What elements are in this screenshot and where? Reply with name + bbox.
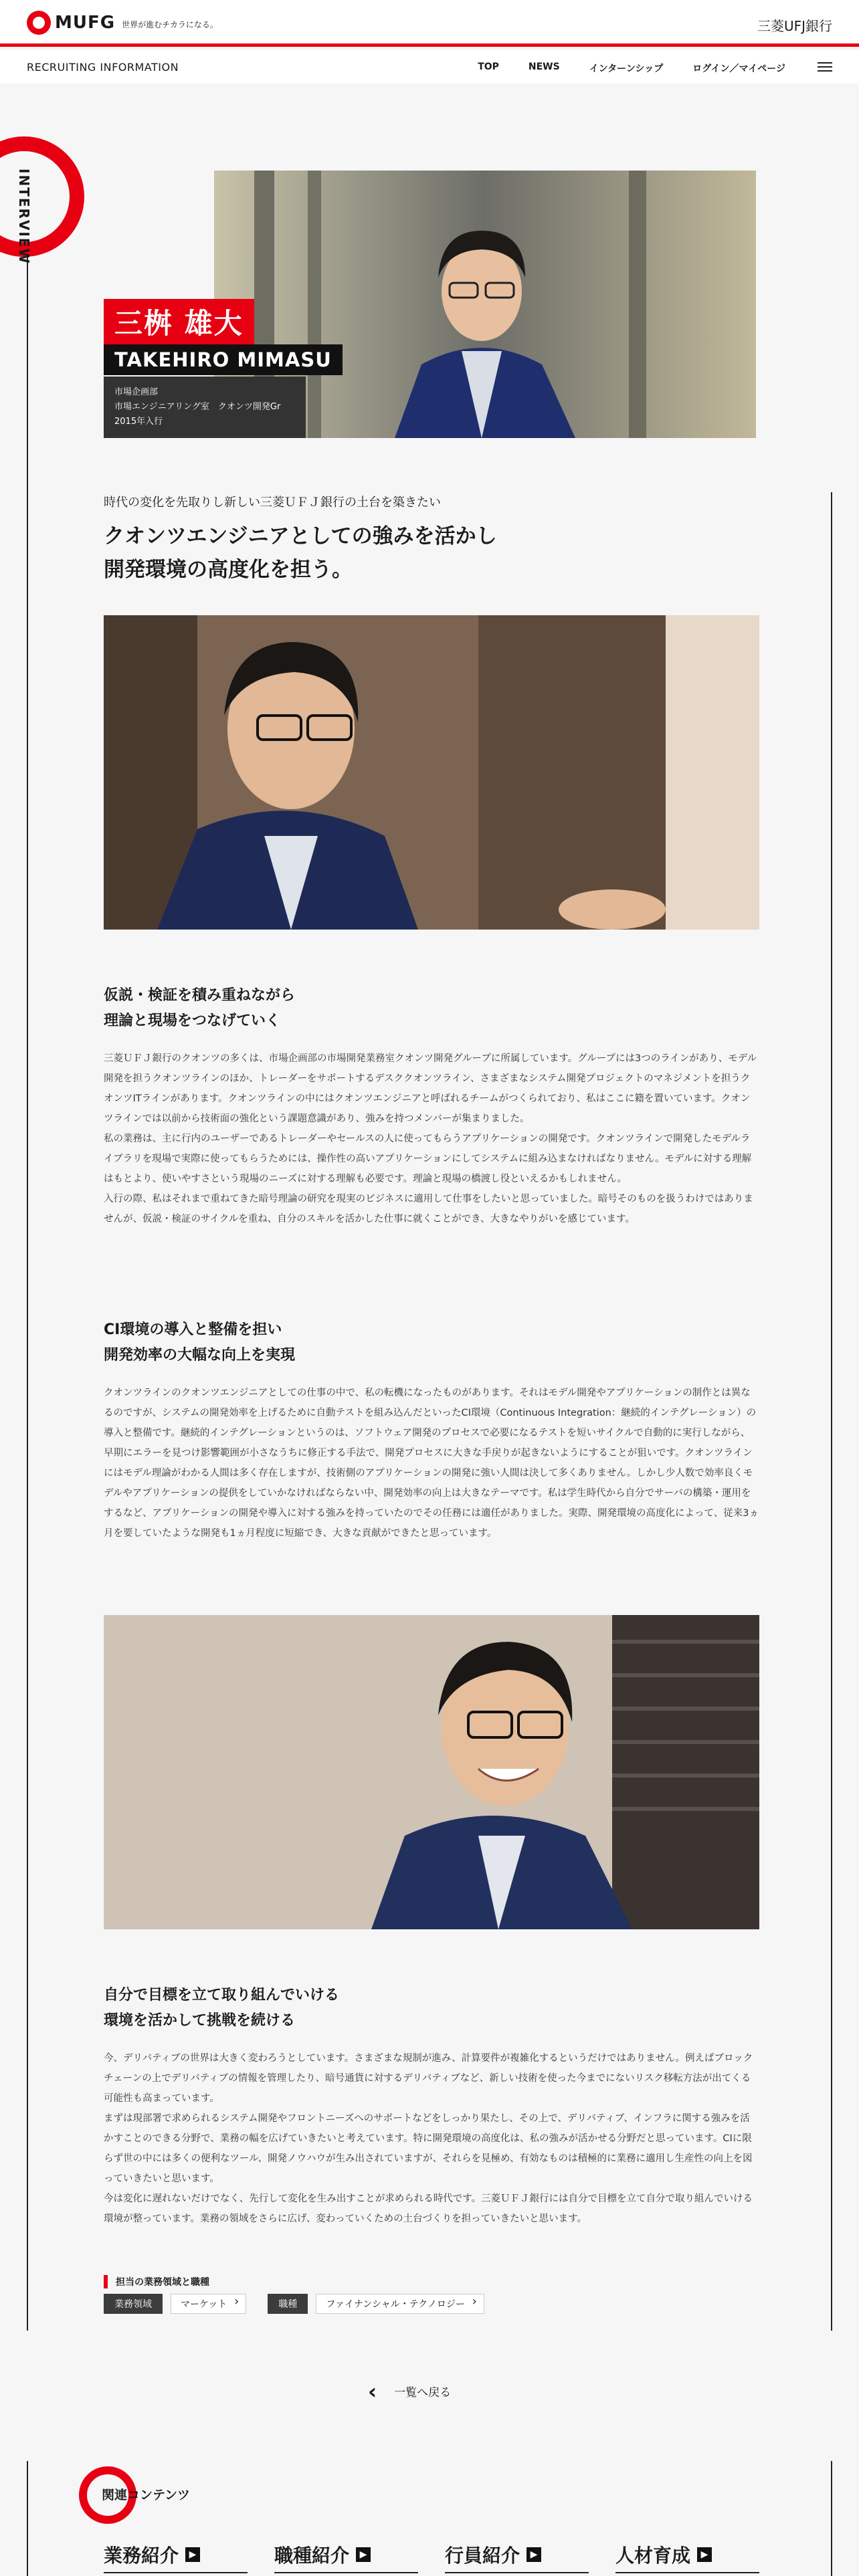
business-area-link[interactable]: マーケット › [171,2294,246,2314]
related-card-label: 行員紹介 [445,2545,520,2567]
section-heading-line: 自分で目標を立て取り組んでいける [104,1987,340,2004]
section-heading [104,1983,759,2034]
person-name-jp: 三桝 雄大 [104,299,254,344]
hamburger-menu-icon[interactable] [818,62,832,72]
section-heading-line: CI環境の導入と整備を担い [104,1321,282,1338]
related-cards [104,2541,759,2573]
duties-tags [104,2294,484,2314]
logo-text: MUFG [55,13,116,33]
related-card-label: 職種紹介 [274,2545,350,2567]
headline-line: 開発環境の高度化を担う。 [104,558,353,582]
nav-item-top[interactable]: TOP [478,62,499,72]
bank-name[interactable]: 三菱UFJ銀行 [757,18,832,34]
back-to-list-link[interactable] [368,2378,452,2404]
department-info [104,377,306,438]
duties-title: 担当の業務領域と職種 [104,2275,209,2288]
arrow-right-icon: ▶ [356,2547,371,2562]
section-heading-line: 理論と現場をつなげていく [104,1012,281,1029]
right-vertical-line [831,492,832,2331]
section-paragraph: 私の業務は、主に行内のユーザーであるトレーダーやセールスの人に使ってもらうアプリケーションの開発です。クオンツラインで開発したモデルライブラリを現場で実際に使ってもらうためには、操作性の高いアプリケーションにしてシステムに組み込まなければなりません。モデルに対する理解はもとより、使いやすさという現場のニーズに対する理解も必要です。理論と現場の橋渡し役といえるかもしれません。 [104,1134,752,1184]
section-paragraph: 今は変化に遅れないだけでなく、先行して変化を生み出すことが求められる時代です。三菱ＵＦＪ銀行には自分で目標を立て自分で取り組んでいける環境が整っています。業務の領域をさらに広げ、変わっていくための土台づくりを担っていきたいと思います。 [104,2193,753,2224]
section-paragraph: 入行の際、私はそれまで重ねてきた暗号理論の研究を現実のビジネスに適用して仕事をしたいと思っていました。暗号そのものを扱うわけではありませんが、仮説・検証のサイクルを重ね、自分のスキルを活かした仕事に就くことができ、大きなやりがいを感じています。 [104,1194,753,1224]
article-section-1 [104,983,759,1229]
headline-line: クオンツエンジニアとしての強みを活かし [104,524,497,548]
left-vertical-line [27,227,28,2331]
job-type-label: 職種 [268,2294,308,2314]
section-heading-line: 開発効率の大幅な向上を実現 [104,1347,296,1364]
nav-item-internship[interactable]: インターンシップ [589,64,664,74]
interview-badge-label: INTERVIEW [16,169,32,265]
related-card-label: 人材育成 [615,2545,691,2567]
lead-text: 時代の変化を先取りし新しい三菱ＵＦＪ銀行の土台を築きたい [104,496,441,510]
nav-item-news[interactable]: NEWS [528,62,560,72]
arrow-right-icon: ▶ [185,2547,200,2562]
section-paragraph: まずは現部署で求められるシステム開発やフロントニーズへのサポートなどをしっかり果たし、その上で、デリバティブ、インフラに関する強みを活かすことのできる分野で、業務の幅を広げていきたいと考えています。特に開発環境の高度化は、私の強みが活かせる分野だと思っています。CIに限らず世の中には多くの便利なツール、開発ノウハウが生み出されていますが、それらを見極め、有効なものは積極的に業務に適用し生産性の向上を図っていきたいと思います。 [104,2113,753,2184]
dept-line: 2015年入行 [114,417,163,427]
chevron-left-icon: ‹ [368,2378,377,2404]
interview-photo-2 [104,1615,759,1929]
related-card-staff[interactable] [445,2541,589,2573]
article-section-2 [104,1317,759,1543]
back-to-list-label: 一覧へ戻る [394,2386,452,2399]
dept-line: 市場企画部 [114,387,159,397]
related-card-training[interactable] [615,2541,759,2573]
article-section-3 [104,1983,759,2229]
navbar [0,50,859,84]
mufg-logo-icon [27,11,51,35]
person-name-en: TAKEHIRO MIMASU [104,344,343,375]
headline [104,520,497,586]
arrow-right-icon: ▶ [527,2547,541,2562]
dept-line: 市場エンジニアリング室 クオンツ開発Gr [114,402,281,412]
left-vertical-line-footer [27,2461,28,2576]
site-label[interactable]: RECRUITING INFORMATION [27,61,179,74]
related-card-business[interactable] [104,2541,248,2573]
section-paragraph: 三菱ＵＦＪ銀行のクオンツの多くは、市場企画部の市場開発業務室クオンツ開発グループに所属しています。グループには3つのラインがあり、モデル開発を担うクオンツラインのほか、トレーダーをサポートするデスククオンツライン、さまざまなシステム開発プロジェクトのマネジメントを担うクオンツITラインがあります。クオンツラインの中にはクオンツエンジニアと呼ばれるチームがつくられており、私はここに籍を置いています。クオンツラインでは以前から技術面の強化という課題意識があり、強みを持つメンバーが集まりました。 [104,1053,757,1124]
section-heading [104,983,759,1034]
related-card-label: 業務紹介 [104,2545,179,2567]
section-heading-line: 環境を活かして挑戦を続ける [104,2012,296,2029]
job-type-link[interactable]: ファイナンシャル・テクノロジー › [316,2294,484,2314]
nav-item-login[interactable]: ログイン／マイページ [692,64,785,74]
related-card-jobs[interactable] [274,2541,418,2573]
interview-photo-1 [104,615,759,930]
related-title: 関連コンテンツ [102,2488,191,2502]
top-header [0,0,859,47]
section-heading [104,1317,759,1368]
main-nav [478,62,785,75]
section-paragraph: 今、デリバティブの世界は大きく変わろうとしています。さまざまな規制が進み、計算要件が複雑化するというだけではありません。例えばブロックチェーンの上でデリバティブの情報を管理したり、暗号通貨に対するデリバティブなど、新しい技術を使った今までにないリスク移転方法が出てくる可能性も高まっています。 [104,2053,753,2104]
section-paragraph: クオンツラインのクオンツエンジニアとしての仕事の中で、私の転機になったものがあります。それはモデル開発やアプリケーションの制作とは異なるのですが、システムの開発効率を上げるために自動テストを組み込んだといったCI環境（Continuous Integration：継続的インテグレーション）の導入と整備です。継続的インテグレーションというのは、ソフトウェア開発のプロセスで必要になるテストを短いサイクルで自動的に実行しながら、早期にエラーを見つけ影響範囲が小さなうちに修正する手法で、開発プロセスに大きな手戻りが起きないようにすることが狙いです。クオンツラインにはモデル理論がわかる人間は多く存在しますが、技術側のアプリケーションの開発に強い人間は決して多くありません。しかし少人数で効率良くモデルやアプリケーションの提供をしていかなければならない中、開発効率の向上は大きなテーマです。私は学生時代から自分でサーバの構築・運用をするなど、アプリケーションの開発や導入に対する強みを持っていたのでその任務には適任がありました。実際、開発環境の高度化によって、従来3ヵ月を要していたような開発も1ヵ月程度に短縮でき、大きな貢献ができたと思っています。 [104,1388,759,1539]
right-vertical-line-footer [831,2461,832,2576]
logo-tagline: 世界が進むチカラになる。 [122,19,218,29]
mufg-logo[interactable] [27,11,218,35]
arrow-right-icon: ▶ [697,2547,712,2562]
interview-badge-circle [0,136,84,257]
section-heading-line: 仮説・検証を積み重ねながら [104,987,296,1004]
business-area-label: 業務領域 [104,2294,163,2314]
